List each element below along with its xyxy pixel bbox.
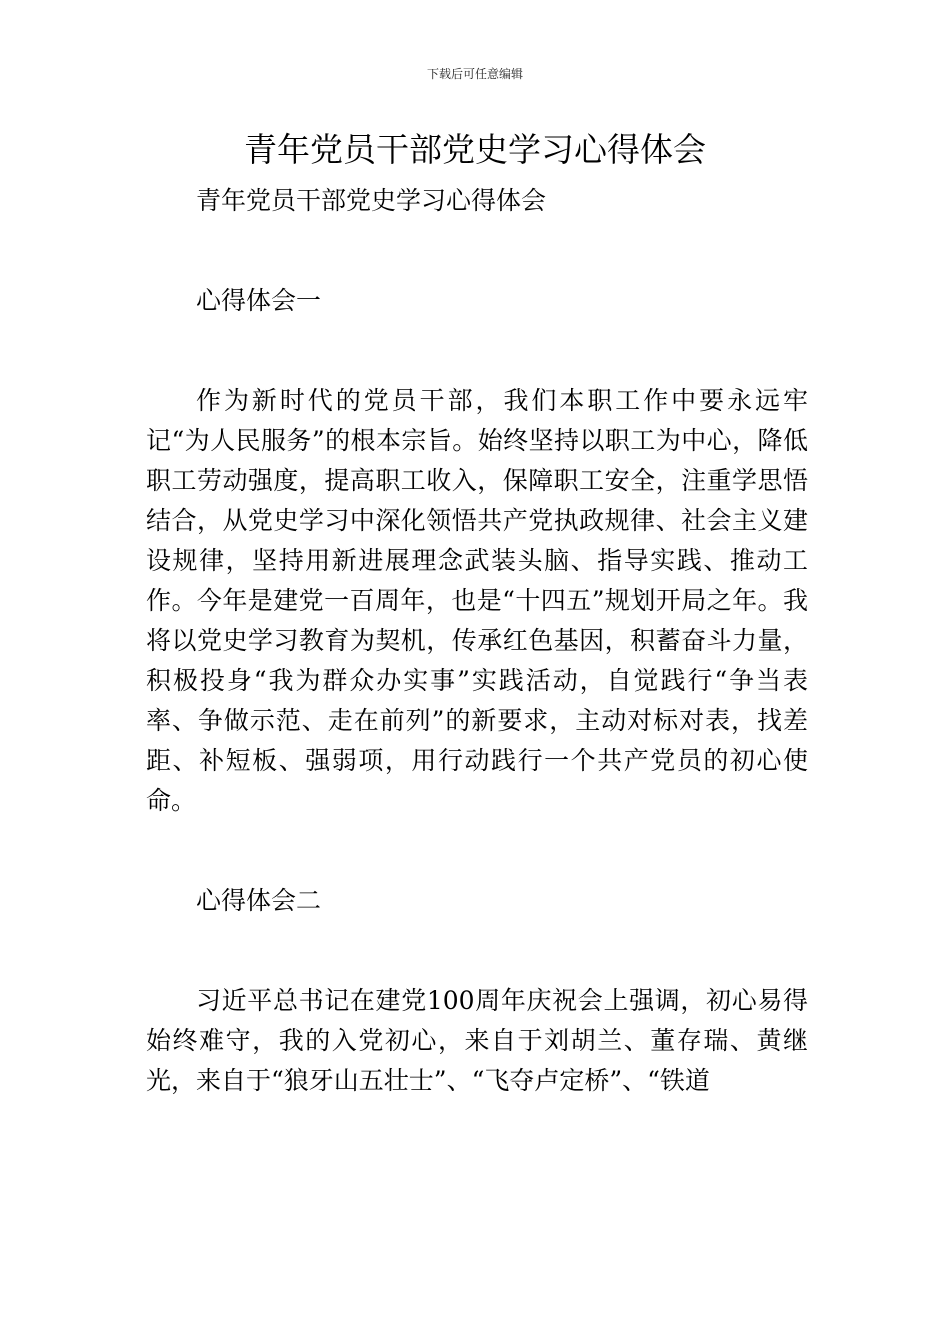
document-subtitle: 青年党员干部党史学习心得体会: [196, 186, 547, 215]
section-heading-1: 心得体会一: [196, 286, 322, 315]
section-heading-2: 心得体会二: [196, 886, 322, 915]
document-body: [146, 181, 808, 1101]
section-paragraph-2: 习近平总书记在建党100周年庆祝会上强调，初心易得始终难守，我的入党初心，来自于刘胡兰、董存瑞、黄继光，来自于“狼牙山五壮士”、“飞夺卢定桥”、“铁道: [146, 986, 808, 1095]
section-paragraph-1: 作为新时代的党员干部，我们本职工作中要永远牢记“为人民服务”的根本宗旨。始终坚持以职工为中心，降低职工劳动强度，提高职工收入，保障职工安全，注重学思悟结合，从党史学习中深化领悟共产党执政规律、社会主义建设规律，坚持用新进展理念武装头脑、指导实践、推动工作。今年是建党一百周年，也是“十四五”规划开局之年。我将以党史学习教育为契机，传承红色基因，积蓄奋斗力量，积极投身“我为群众办实事”实践活动，自觉践行“争当表率、争做示范、走在前列”的新要求，主动对标对表，找差距、补短板、强弱项，用行动践行一个共产党员的初心使命。: [146, 386, 808, 815]
document-title: 青年党员干部党史学习心得体会: [244, 130, 706, 169]
spacer: [146, 321, 808, 381]
spacer: [146, 921, 808, 981]
spacer: [146, 221, 808, 281]
spacer: [146, 821, 808, 881]
header-note: 下载后可任意编辑: [426, 67, 523, 81]
